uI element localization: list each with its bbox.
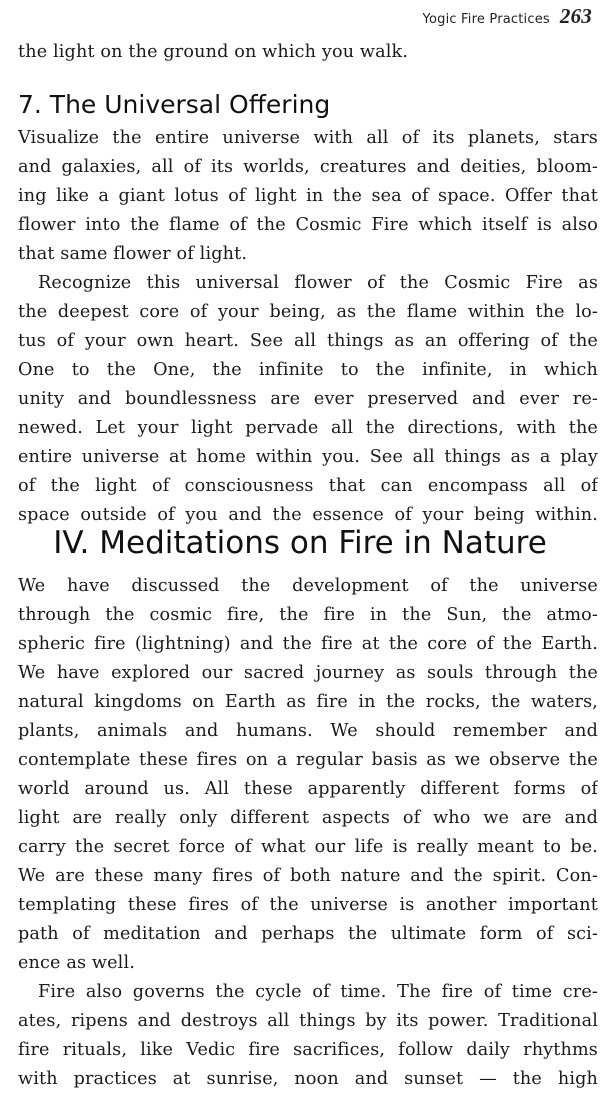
text-line: light are really only different aspects of who we are and — [18, 808, 598, 828]
text-line: ates, ripens and destroys all things by its power. Traditional — [18, 1011, 598, 1031]
text-line: natural kingdoms on Earth as fire in the rocks, the waters, — [18, 692, 598, 712]
text-line: Fire also governs the cycle of time. The fire of time cre- — [38, 982, 598, 1002]
text-line: through the cosmic fire, the fire in the Sun, the atmo- — [18, 605, 598, 625]
text-line: spheric fire (lightning) and the fire at the core of the Earth. — [18, 634, 598, 654]
text-line: Visualize the entire universe with all of its planets, stars — [18, 128, 598, 148]
part-4-paragraph-2 — [18, 978, 598, 1094]
text-line: unity and boundlessness are ever preserved and ever re- — [18, 389, 598, 409]
running-head — [423, 4, 592, 29]
text-line: space outside of you and the essence of your being within. — [18, 505, 598, 525]
text-line: and galaxies, all of its worlds, creatures and deities, bloom- — [18, 157, 598, 177]
text-line: We have explored our sacred journey as souls through the — [18, 663, 598, 683]
section-7-paragraph-1 — [18, 124, 598, 269]
text-line: with practices at sunrise, noon and sunset — the high — [18, 1069, 598, 1089]
section-7-paragraph-2 — [18, 269, 598, 530]
text-line: We have discussed the development of the universe — [18, 576, 598, 596]
text-line: contemplate these fires on a regular basis as we observe the — [18, 750, 598, 770]
text-line: the light on the ground on which you walk. — [18, 42, 409, 62]
part-heading: IV. Meditations on Fire in Nature — [53, 525, 547, 561]
part-4-paragraph-1 — [18, 572, 598, 978]
text-line: path of meditation and perhaps the ultimate form of sci- — [18, 924, 598, 944]
text-line: tus of your own heart. See all things as an offering of the — [18, 331, 598, 351]
text-line: ence as well. — [18, 953, 135, 973]
text-line: fire rituals, like Vedic fire sacrifices, follow daily rhythms — [18, 1040, 598, 1060]
text-line: that same flower of light. — [18, 244, 248, 264]
text-line: We are these many fires of both nature and the spirit. Con- — [18, 866, 598, 886]
text-line: world around us. All these apparently different forms of — [18, 779, 598, 799]
text-line: entire universe at home within you. See all things as a play — [18, 447, 598, 467]
text-line: templating these fires of the universe is another important — [18, 895, 598, 915]
continued-text — [18, 38, 598, 67]
section-heading: 7. The Universal Offering — [18, 90, 331, 119]
text-line: plants, animals and humans. We should remember and — [18, 721, 598, 741]
text-line: Recognize this universal flower of the Cosmic Fire as — [38, 273, 598, 293]
text-line: the deepest core of your being, as the flame within the lo- — [18, 302, 598, 322]
text-line: flower into the flame of the Cosmic Fire which itself is also — [18, 215, 598, 235]
page-number: 263 — [559, 4, 592, 28]
text-line: carry the secret force of what our life is really meant to be. — [18, 837, 598, 857]
running-head-title: Yogic Fire Practices — [422, 12, 550, 27]
text-line: One to the One, the infinite to the infinite, in which — [18, 360, 598, 380]
text-line: newed. Let your light pervade all the directions, with the — [18, 418, 598, 438]
text-line: ing like a giant lotus of light in the sea of space. Offer that — [18, 186, 598, 206]
text-line: of the light of consciousness that can encompass all of — [18, 476, 598, 496]
